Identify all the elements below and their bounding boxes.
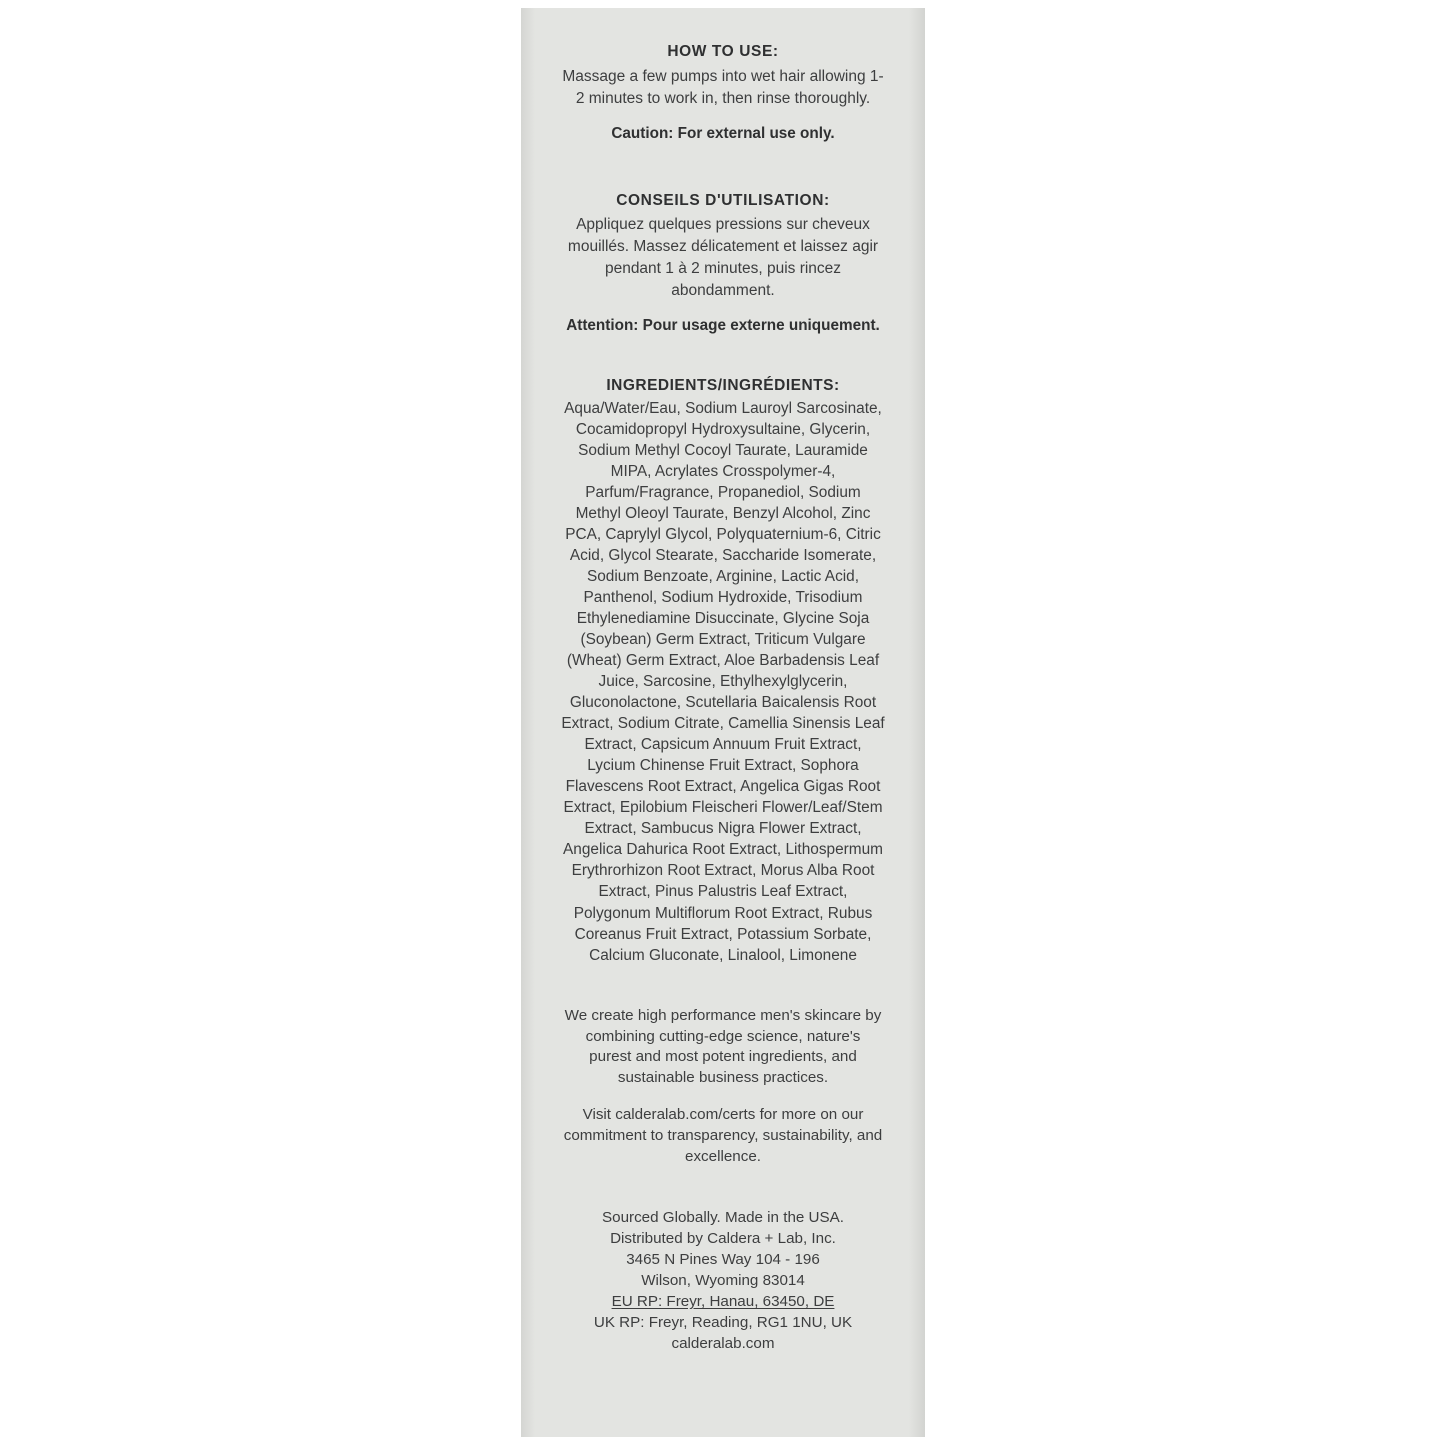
conseils-caution: Attention: Pour usage externe uniquement. — [566, 317, 880, 335]
uk-responsible-person: UK RP: Freyr, Reading, RG1 1NU, UK — [593, 1314, 853, 1332]
company-address-line-1: Sourced Globally. Made in the USA. — [602, 1209, 844, 1227]
how-to-use-caution: Caution: For external use only. — [611, 124, 835, 142]
brand-statement-section — [559, 1006, 887, 1169]
spacer-after-conseils — [559, 337, 887, 377]
ingredients-heading: INGREDIENTS/INGRÉDIENTS: — [606, 377, 840, 395]
company-address-line-3: 3465 N Pines Way 104 - 196 — [626, 1251, 820, 1269]
product-label-panel — [521, 8, 925, 1437]
spacer-after-brand-statement — [559, 1168, 887, 1208]
website-url: calderalab.com — [671, 1335, 775, 1353]
spacer-after-how-to-use — [559, 145, 887, 191]
how-to-use-heading: HOW TO USE: — [667, 43, 779, 60]
conseils-heading: CONSEILS D'UTILISATION: — [616, 191, 830, 209]
conseils-utilisation-section — [559, 191, 887, 338]
conseils-body: Appliquez quelques pressions sur cheveux mouillés. Massez délicatement et laissez agir pendant 1 à 2 minutes, puis rincez abondamment. — [567, 216, 879, 300]
brand-statement: We create high performance men's skincare by combining cutting-edge science, nature's purest and most potent ingredients, and sustainable business practices. — [564, 1006, 882, 1087]
transparency-statement: Visit calderalab.com/certs for more on our commitment to transparency, sustainability, and excellence. — [563, 1106, 883, 1166]
company-address-line-2: Distributed by Caldera + Lab, Inc. — [610, 1230, 836, 1248]
spacer-after-ingredients — [559, 966, 887, 1006]
ingredients-list: Aqua/Water/Eau, Sodium Lauroyl Sarcosinate, Cocamidopropyl Hydroxysultaine, Glycerin, Sodium Methyl Cocoyl Taurate, Lauramide MIPA, Acrylates Crosspolymer-4, Parfum/Fragrance, Propanediol, Sodium Methyl Oleoyl Taurate, Benzyl Alcohol, Zinc PCA, Caprylyl Glycol, Polyquaternium-6, Citric Acid, Glycol Stearate, Saccharide Isomerate, Sodium Benzoate, Arginine, Lactic Acid, Panthenol, Sodium Hydroxide, Trisodium Ethylenediamine Disuccinate, Glycine Soja (Soybean) Germ Extract, Triticum Vulgare (Wheat) Germ Extract, Aloe Barbadensis Leaf Juice, Sarcosine, Ethylhexylglycerin, Gluconolactone, Scutellaria Baicalensis Root Extract, Sodium Citrate, Camellia Sinensis Leaf Extract, Capsicum Annuum Fruit Extract, Lycium Chinense Fruit Extract, Sophora Flavescens Root Extract, Angelica Gigas Root Extract, Epilobium Fleischeri Flower/Leaf/Stem Extract, Sambucus Nigra Flower Extract, Angelica Dahurica Root Extract, Lithospermum Erythrorhizon Root Extract, Morus Alba Root Extract, Pinus Palustris Leaf Extract, Polygonum Multiflorum Root Extract, Rubus Coreanus Fruit Extract, Potassium Sorbate, Calcium Gluconate, Linalool, Limonene — [561, 400, 885, 964]
eu-responsible-person: EU RP: Freyr, Hanau, 63450, DE — [611, 1293, 835, 1311]
how-to-use-body: Massage a few pumps into wet hair allowing 1-2 minutes to work in, then rinse thoroughly. — [562, 67, 884, 107]
company-address — [559, 1208, 887, 1334]
company-info-section — [559, 1208, 887, 1355]
how-to-use-section — [559, 42, 887, 145]
company-address-line-4: Wilson, Wyoming 83014 — [641, 1272, 805, 1290]
ingredients-section — [559, 377, 887, 965]
